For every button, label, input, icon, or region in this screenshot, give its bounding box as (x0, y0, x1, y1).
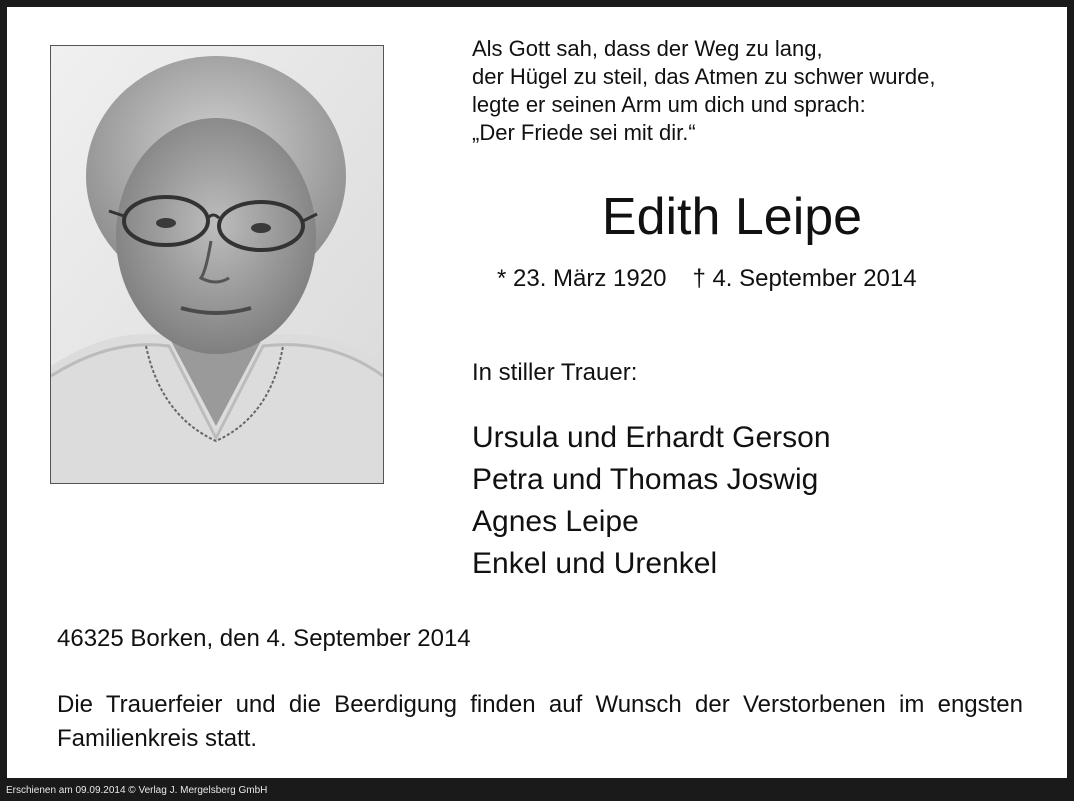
deceased-name: Edith Leipe (601, 188, 863, 246)
place-and-date: 46325 Borken, den 4. September 2014 (57, 625, 471, 652)
poem-line: der Hügel zu steil, das Atmen zu schwer wurde, (472, 64, 936, 89)
mourners-list (472, 417, 831, 585)
ceremony-notice: Die Trauerfeier und die Beerdigung finden auf Wunsch der Verstorbenen im engsten Familienkreis statt. (57, 691, 1023, 752)
mourner-entry: Ursula und Erhardt Gerson (472, 421, 831, 454)
mourner-entry: Enkel und Urenkel (472, 547, 718, 580)
portrait-photo (50, 45, 384, 484)
mourner-entry: Agnes Leipe (472, 505, 639, 538)
poem-line: legte er seinen Arm um dich und sprach: (472, 92, 866, 117)
poem-line: Als Gott sah, dass der Weg zu lang, (472, 36, 823, 61)
publication-footer: Erschienen am 09.09.2014 © Verlag J. Mergelsberg GmbH (6, 785, 268, 796)
death-date: † 4. September 2014 (692, 265, 917, 292)
poem-verse (472, 35, 1052, 147)
mourning-label: In stiller Trauer: (472, 359, 638, 386)
birth-date: * 23. März 1920 (497, 265, 667, 292)
poem-line: „Der Friede sei mit dir.“ (472, 120, 696, 145)
life-dates (497, 265, 917, 293)
mourner-entry: Petra und Thomas Joswig (472, 463, 819, 496)
obituary-notice (7, 7, 1067, 778)
